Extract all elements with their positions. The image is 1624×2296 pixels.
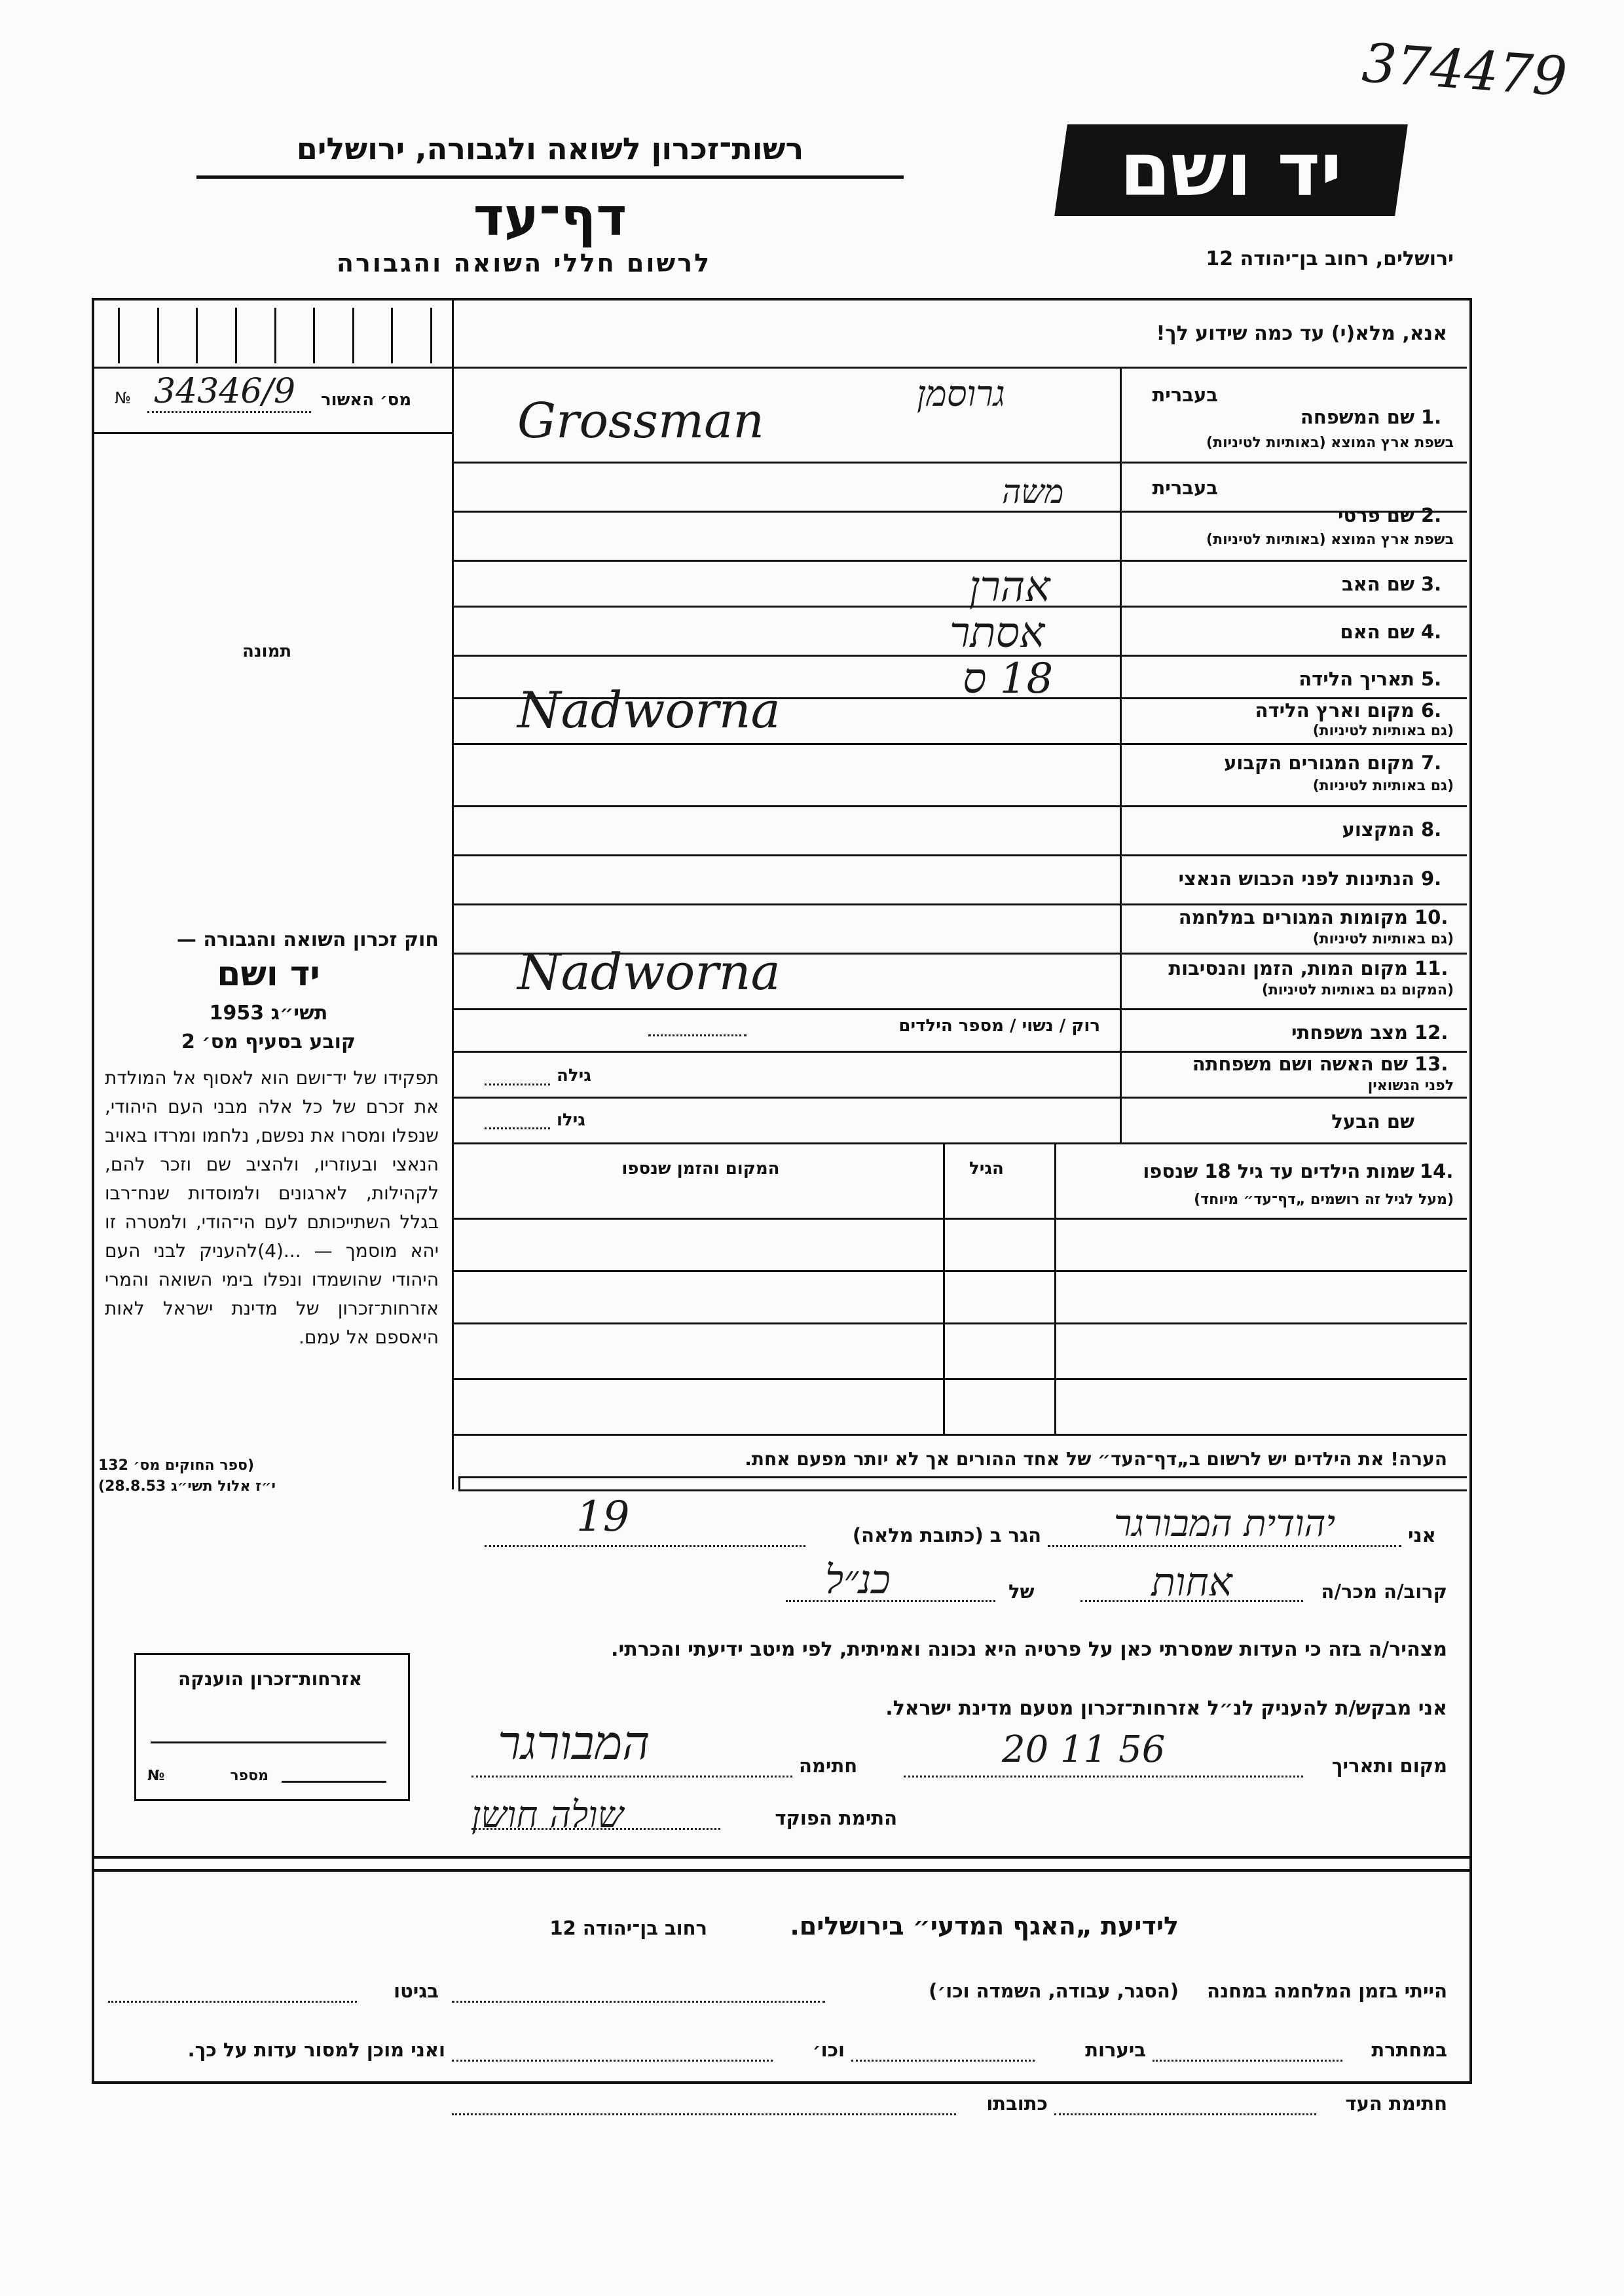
- field-7-num: 7.: [1421, 752, 1442, 774]
- declaration-i-label: אני: [1408, 1524, 1436, 1546]
- lower-camp-types: (הסגר, עבודה, השמדה וכו׳): [929, 1980, 1179, 2002]
- header-address: ירושלים, רחוב בן־יהודה 12: [1206, 247, 1454, 270]
- lower-underground-label: במחתרת: [1371, 2039, 1447, 2061]
- approval-label: מס׳ האשור: [321, 390, 412, 410]
- relation-label: קרוב/ה מכר/ה: [1321, 1580, 1447, 1603]
- lower-ghetto-label: בגיטו: [394, 1980, 439, 2002]
- field-2-hebrew-sub: בעברית: [1152, 477, 1218, 499]
- field-2-num: 2.: [1421, 504, 1442, 526]
- form-subtitle: לרשום חללי השואה והגבורה: [336, 249, 712, 278]
- place-date-label: מקום ותאריך: [1331, 1755, 1447, 1777]
- authority-underline: [196, 175, 904, 179]
- law-clause: קובע בסעיף מס׳ 2: [181, 1030, 356, 1053]
- lower-address: רחוב בן־יהודה 12: [549, 1917, 707, 1939]
- declaration-resides-label: הגר ב (כתובת מלאה): [852, 1524, 1041, 1546]
- field-11-label: מקום המות, הזמן והנסיבות: [1168, 957, 1408, 979]
- law-reference-1: (ספר החוקים מס׳ 132: [98, 1457, 255, 1474]
- lower-willing-statement: ואני מוכן למסור עדות על כך.: [187, 2039, 445, 2061]
- field-5-value: 18 ס: [963, 655, 1054, 703]
- law-text: תפקידו של יד־ושם הוא לאסוף אל המולדת את זכרם של כל אלה מבני העם היהודי, שנפלו ומסרו את נפשם, נלחמו ומרדו באויב הנאצי ובעוזריו, ולהציב שם וזכר להם, לקהילות, לארגונים ולמוסדות שנח־רבו בגלל השתייכותם לעם הי־הודי, ולמטרה זו יהא מוסמך — ...(4)להעניק לבני העם היהודי שהושמדו ונפלו בימי השואה והמרי אזרחות־זכרון של מדינת ישראל לאות היאספם אל עמם.: [105, 1067, 439, 1348]
- field-1-num: 1.: [1421, 406, 1442, 428]
- field-3-num: 3.: [1421, 573, 1442, 595]
- of-label: של: [1008, 1580, 1035, 1603]
- of-value: כנ״ל: [825, 1557, 891, 1603]
- field-5-label: תאריך הלידה: [1299, 668, 1414, 690]
- issuing-authority: רשות־זכרון לשואה ולגבורה, ירושלים: [296, 131, 804, 166]
- approval-number: 34346/9: [154, 372, 296, 411]
- relation-value: אחות: [1151, 1559, 1232, 1605]
- lower-title: לידיעת „האגף המדעי״ בירושלים.: [790, 1912, 1179, 1941]
- officer-label: התימת הפוקד: [775, 1807, 897, 1829]
- instruction-text: אנא, מלא(י) עד כמה שידוע לך!: [1156, 322, 1447, 345]
- field-2-value-hebrew: משה: [1002, 473, 1064, 511]
- declaration-name: יהודית המבורגר: [1113, 1503, 1336, 1545]
- field-11-num: 11.: [1414, 957, 1449, 979]
- field-4-label: שם האם: [1340, 621, 1414, 643]
- instruction-divider: [92, 367, 1467, 369]
- children-sub: (מעל לגיל זה רושמים „דף־עד״ מיוחד): [1194, 1192, 1454, 1208]
- field-1-label: שם המשפחה: [1300, 406, 1414, 428]
- field-12-label: מצב משפחתי: [1291, 1021, 1408, 1044]
- label-column-divider: [1120, 367, 1122, 1142]
- husband-label: שם הבעל: [1331, 1110, 1414, 1133]
- approval-prefix: №: [115, 389, 131, 407]
- law-title: חוק זכרון השואה והגבורה —: [176, 928, 439, 951]
- law-year: תשי״ג 1953: [209, 1002, 328, 1025]
- field-1-value-latin: Grossman: [517, 393, 764, 449]
- children-col-place: המקום והזמן שנספו: [621, 1159, 780, 1178]
- field-8-label: המקצוע: [1342, 818, 1414, 841]
- citizenship-number-label: מספר: [230, 1768, 268, 1784]
- place-date-value: 20 11 56: [1002, 1728, 1166, 1771]
- husband-age-label: גילו: [557, 1110, 585, 1130]
- lower-etc-label: וכו׳: [812, 2039, 845, 2061]
- field-2-latin-sub: בשפת ארץ המוצא (באותיות לטיניות): [1206, 532, 1454, 548]
- field-13-age-label: גילה: [557, 1066, 591, 1085]
- field-10-sub: (גם באותיות לטיניות): [1312, 931, 1454, 947]
- note-text: הערה! את הילדים יש לרשום ב„דף־העד״ של אחד ההורים אך לא יותר מפעם אחת.: [745, 1448, 1447, 1470]
- signature-label: חתימה: [799, 1755, 858, 1777]
- children-label: שמות הילדים עד גיל 18 שנספו: [1143, 1160, 1414, 1182]
- field-13-label: שם האשה ושם משפחתה: [1192, 1053, 1408, 1075]
- lower-witness-signature-label: חתימת העד: [1345, 2092, 1447, 2115]
- digit-grid: [118, 308, 432, 363]
- law-name: יד ושם: [217, 955, 320, 994]
- logo-text: יד ושם: [1120, 128, 1342, 213]
- field-11-value: Nadworna: [517, 943, 781, 1001]
- citizenship-title: אזרחות־זכרון הוענקה: [178, 1668, 362, 1690]
- law-reference-2: י״ז אלול תשי״ג 28.8.53): [98, 1478, 276, 1495]
- lower-witness-address-label: כתובתו: [986, 2092, 1048, 2115]
- field-13-num: 13.: [1414, 1053, 1449, 1075]
- field-13-sub: לפני הנשואין: [1367, 1078, 1454, 1094]
- lower-camp-label: הייתי בזמן המלחמה במחנה: [1207, 1980, 1447, 2002]
- field-1-hebrew-sub: בעברית: [1152, 384, 1218, 406]
- field-2-label: שם פרטי: [1337, 504, 1414, 526]
- lower-forests-label: ביערות: [1085, 2039, 1146, 2061]
- field-6-sub: (גם באותיות לטיניות): [1312, 723, 1454, 739]
- photo-label: תמונה: [242, 642, 292, 661]
- field-3-label: שם האב: [1341, 573, 1414, 595]
- field-11-sub: (המקום גם באותיות לטיניות): [1261, 982, 1454, 998]
- form-title: דף־עד: [473, 187, 627, 247]
- field-6-label: מקום וארץ הלידה: [1255, 699, 1414, 721]
- field-8-num: 8.: [1421, 818, 1442, 841]
- field-10-label: מקומות המגורים במלחמה: [1178, 906, 1408, 928]
- field-9-label: הנתינות לפני הכבוש הנאצי: [1178, 867, 1414, 890]
- yad-vashem-logo: [1054, 124, 1408, 216]
- field-9-num: 9.: [1421, 867, 1442, 890]
- field-6-value: Nadworna: [517, 681, 781, 739]
- field-1-value-hebrew: גרוסמן: [917, 373, 1005, 414]
- field-4-num: 4.: [1421, 621, 1442, 643]
- children-col-age: הגיל: [969, 1159, 1004, 1178]
- declaration-request: אני מבקש/ת להעניק לנ״ל אזרחות־זכרון מטעם מדינת ישראל.: [885, 1697, 1447, 1720]
- children-num: 14.: [1420, 1160, 1454, 1182]
- field-10-num: 10.: [1414, 906, 1449, 928]
- field-4-value: אסתר: [950, 609, 1045, 657]
- field-3-value: אהרן: [969, 563, 1050, 611]
- field-1-latin-sub: בשפת ארץ המוצא (באותיות לטיניות): [1206, 435, 1454, 451]
- left-column-divider: [452, 298, 454, 1434]
- officer-signature: שולה חושן: [471, 1794, 624, 1836]
- archive-number: 374479: [1360, 32, 1569, 109]
- field-5-num: 5.: [1421, 668, 1442, 690]
- field-12-options: רוק / נשוי / מספר הילדים: [898, 1016, 1100, 1036]
- declaration-statement: מצהיר/ה בזה כי העדות שמסרתי כאן על פרטיה היא נכונה ואמיתית, לפי מיטב ידיעתי והכרתי.: [611, 1638, 1447, 1661]
- field-7-label: מקום המגורים הקבוע: [1224, 752, 1414, 774]
- field-6-num: 6.: [1421, 699, 1442, 721]
- field-12-num: 12.: [1414, 1021, 1449, 1044]
- field-7-sub: (גם באותיות לטיניות): [1312, 778, 1454, 794]
- signature-value: המבורגר: [498, 1715, 650, 1770]
- citizenship-number-prefix: №: [147, 1768, 165, 1784]
- declaration-address: 19: [576, 1493, 630, 1541]
